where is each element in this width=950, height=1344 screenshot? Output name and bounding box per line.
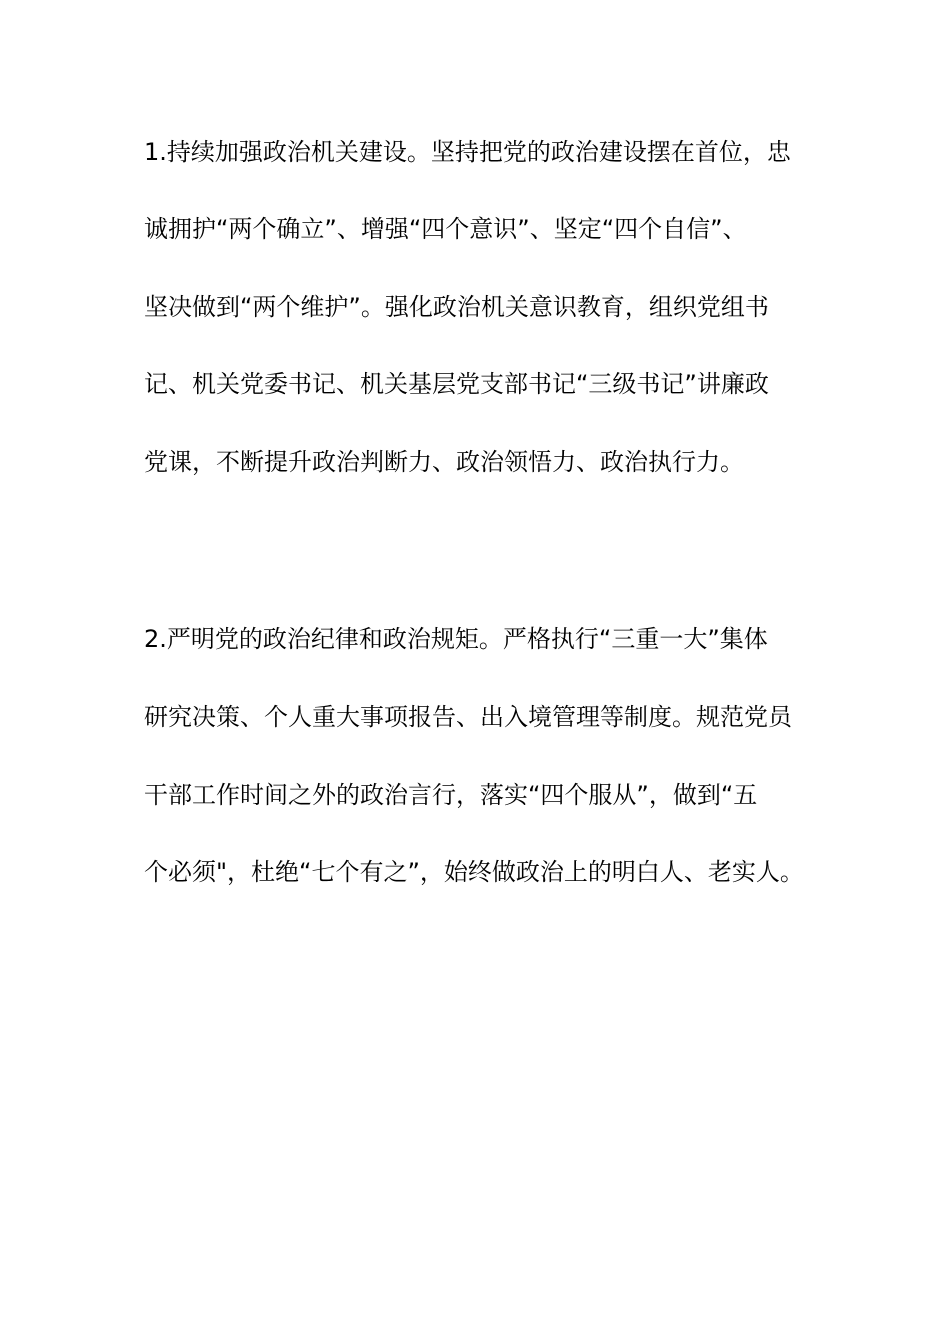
paragraph-line: 坚决做到“两个维护”。强化政治机关意识教育，组织党组书 xyxy=(144,293,769,321)
paragraph-line: 党课，不断提升政治判断力、政治领悟力、政治执行力。 xyxy=(144,448,744,476)
paragraph-line: 2.严明党的政治纪律和政治规矩。严格执行“三重一大”集体 xyxy=(144,625,768,653)
paragraph-line: 研究决策、个人重大事项报告、出入境管理等制度。规范党员 xyxy=(144,703,792,731)
paragraph-line: 个必须"，杜绝“七个有之”，始终做政治上的明白人、老实人。 xyxy=(144,858,804,886)
paragraph-line: 1.持续加强政治机关建设。坚持把党的政治建设摆在首位，忠 xyxy=(144,138,791,166)
paragraph-line: 干部工作时间之外的政治言行，落实“四个服从”，做到“五 xyxy=(144,781,758,809)
paragraph-line: 记、机关党委书记、机关基层党支部书记“三级书记”讲廉政 xyxy=(144,370,769,398)
paragraph-line: 诚拥护“两个确立”、增强“四个意识”、坚定“四个自信”、 xyxy=(144,215,747,243)
